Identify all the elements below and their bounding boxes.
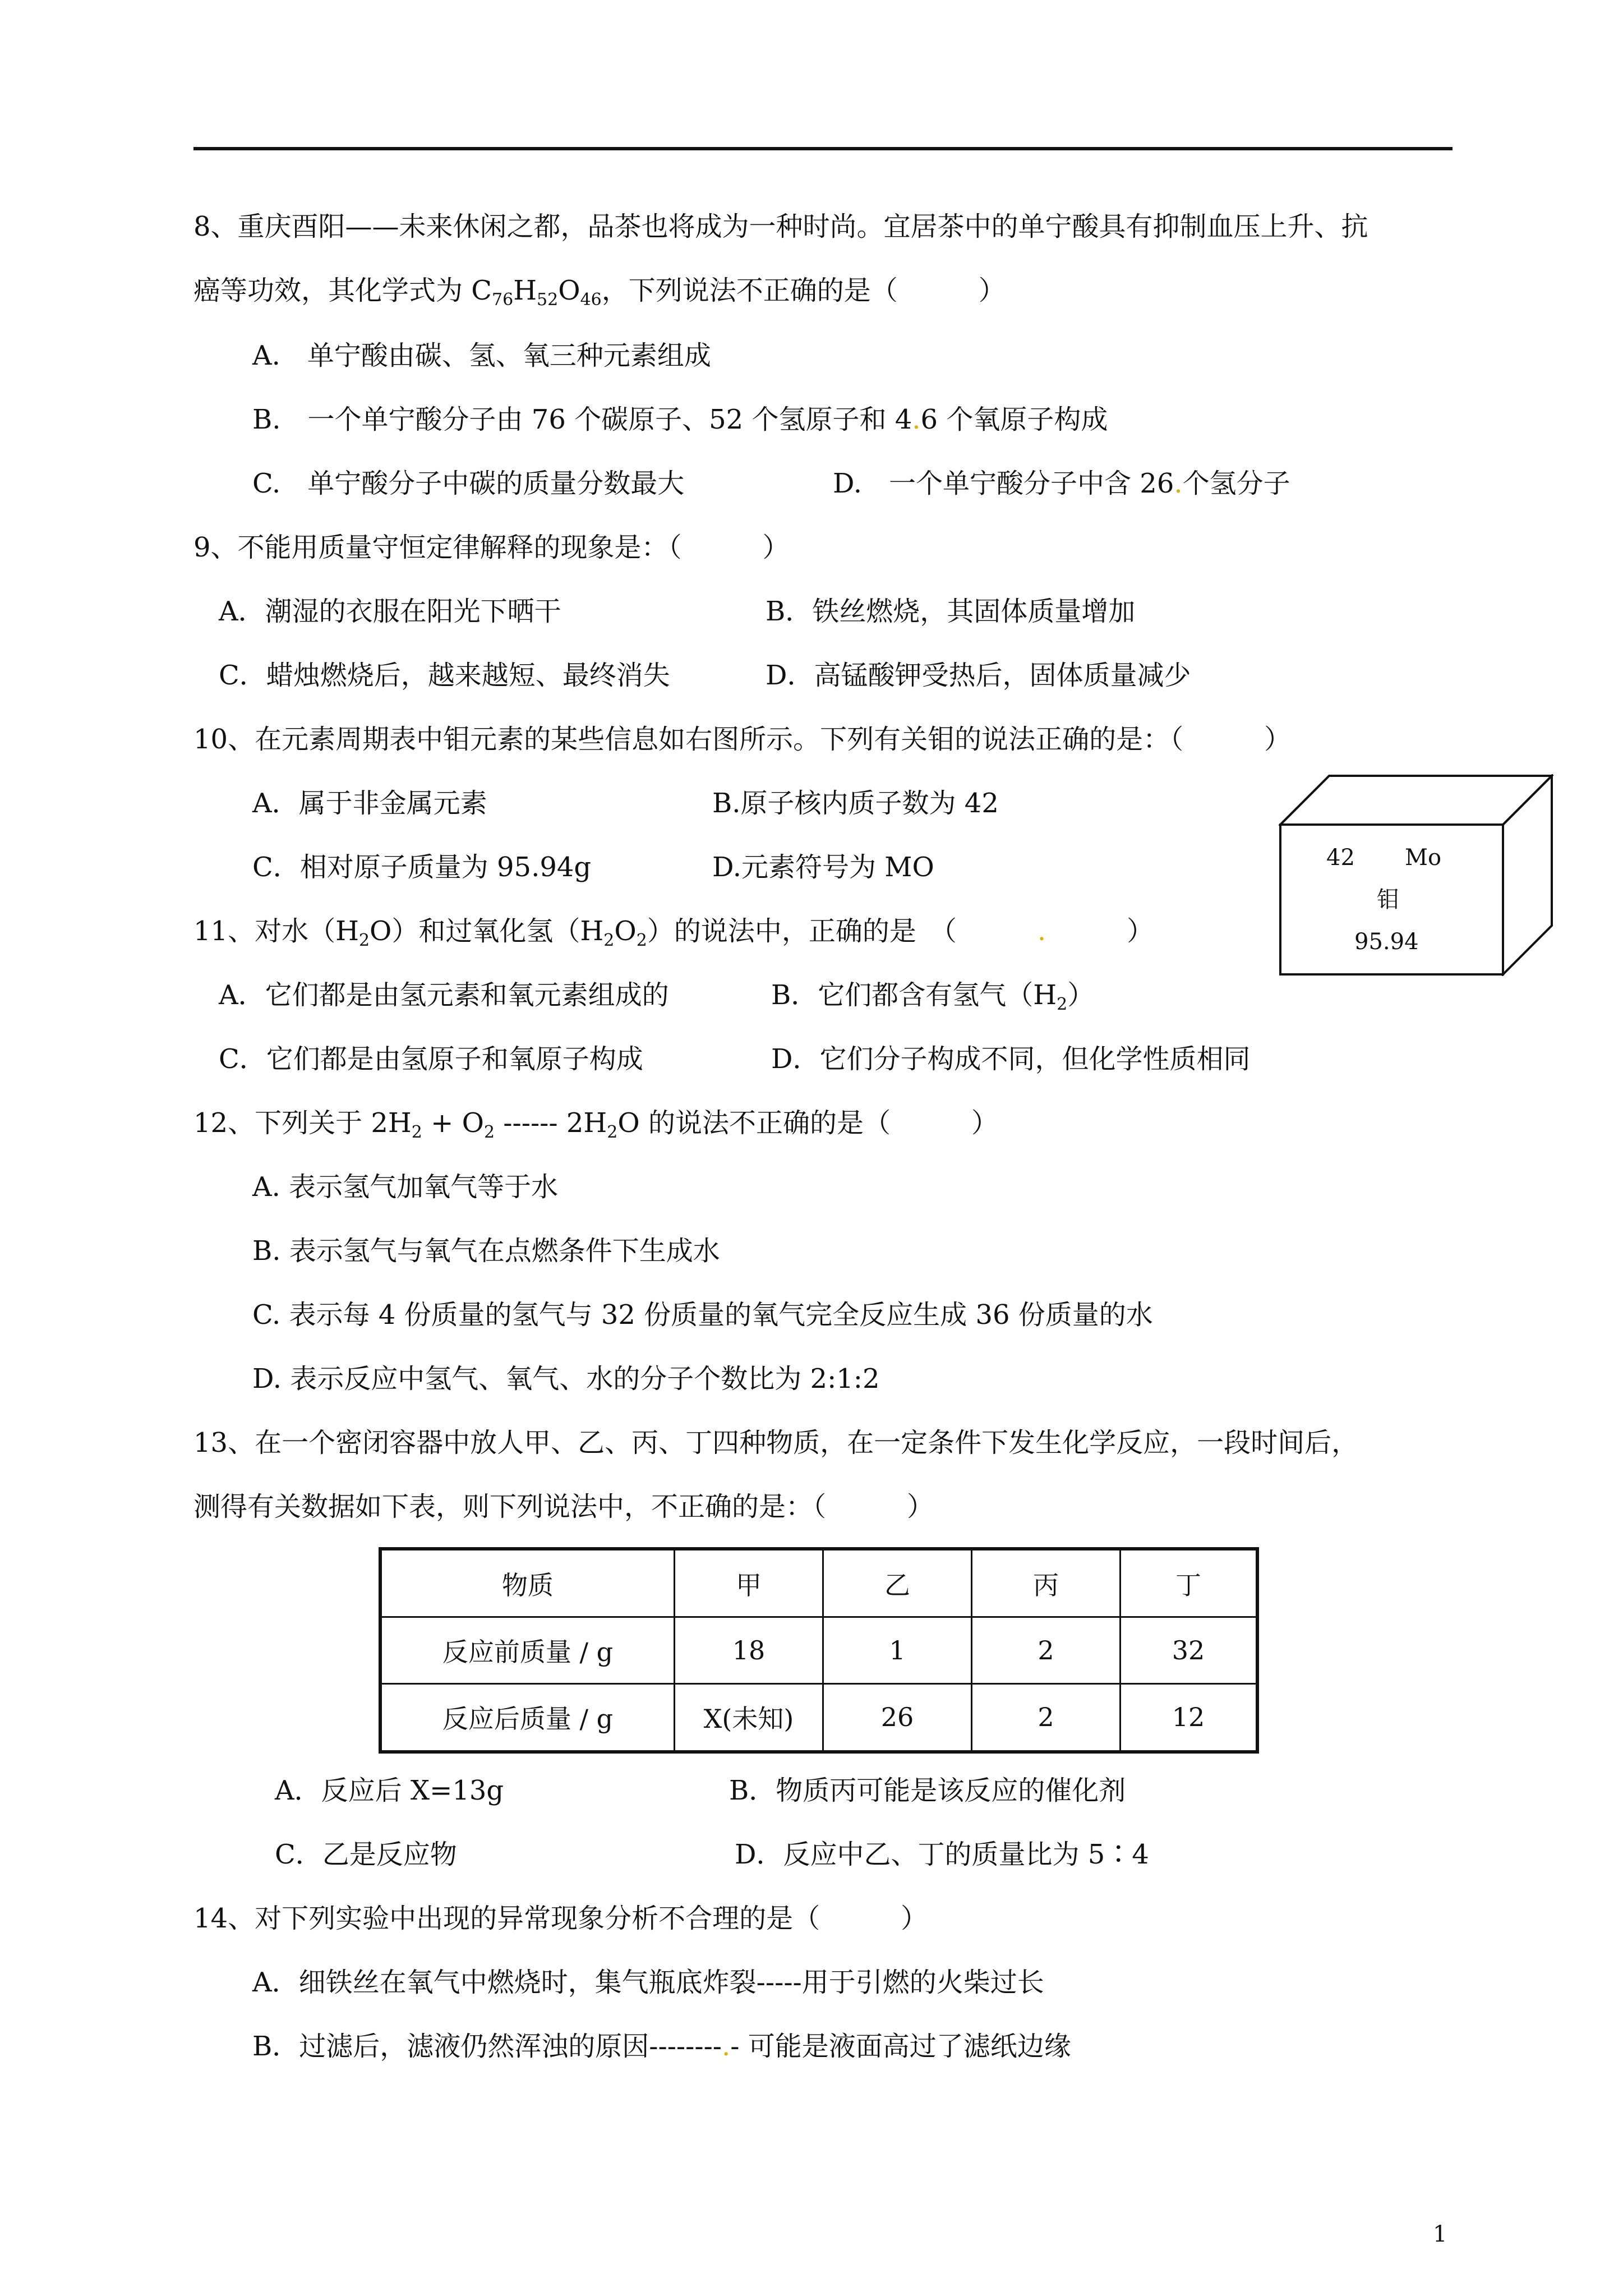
table-cell: 2 — [972, 1617, 1121, 1684]
q11-stem: 11、对水$(H_2O)$和过氧化氢$(H_2O_2)$的说法中，正确的是 （ . ） — [193, 915, 1154, 950]
element-cell-figure — [1279, 774, 1553, 976]
table-cell: 12 — [1121, 1683, 1258, 1752]
table-cell: 反应前质量 / g — [380, 1617, 675, 1684]
q12-option-c: C. 表示每 4 份质量的氢气与 32 份质量的氧气完全反应生成 36 份质量的水 — [252, 1299, 1153, 1331]
q9-option-d: D．高锰酸钾受热后，固体质量减少 — [766, 660, 1191, 691]
q12-option-a: A. 表示氢气加氧气等于水 — [252, 1171, 559, 1203]
q13-stem-line1: 13、在一个密闭容器中放人甲、乙、丙、丁四种物质，在一定条件下发生化学反应，一段时间后， — [193, 1427, 1359, 1458]
q9-option-b: B．铁丝燃烧，其固体质量增加 — [766, 596, 1136, 627]
table-header-cell: 物质 — [380, 1549, 675, 1617]
q9-option-c: C．蜡烛燃烧后，越来越短、最终消失 — [219, 660, 670, 691]
table-header-cell: 丙 — [972, 1549, 1121, 1617]
q11-option-c: C．它们都是由氢原子和氧原子构成 — [219, 1043, 643, 1075]
table-row — [380, 1617, 1257, 1684]
q13-option-b: B．物质丙可能是该反应的催化剂 — [729, 1775, 1126, 1806]
element-symbol: Mo — [1405, 845, 1442, 871]
q11-option-a: A．它们都是由氢元素和氧元素组成的 — [219, 979, 669, 1011]
q9-stem: 9、不能用质量守恒定律解释的现象是：（ ） — [193, 532, 790, 563]
table-header-cell: 乙 — [823, 1549, 972, 1617]
table-cell: 18 — [675, 1617, 823, 1684]
q8-option-c: C. 单宁酸分子中碳的质量分数最大 — [252, 468, 685, 499]
q12-option-b: B. 表示氢气与氧气在点燃条件下生成水 — [252, 1235, 720, 1267]
q13-stem-line2: 测得有关数据如下表，则下列说法中，不正确的是：（ ） — [193, 1491, 934, 1522]
table-header-row — [380, 1549, 1257, 1617]
q13-option-d: D．反应中乙、丁的质量比为 5∶4 — [735, 1839, 1149, 1870]
table-row — [380, 1683, 1257, 1752]
element-atomic-number: 42 — [1326, 845, 1355, 871]
q14-option-b: B．过滤后，滤液仍然浑浊的原因--------.- 可能是液面高过了滤纸边缘 — [252, 2031, 1071, 2062]
table-cell: X(未知) — [675, 1683, 823, 1752]
q8-stem-line2: 癌等功效，其化学式为 $C_{76}H_{52}O_{46}$，下列说法不正确的是（ ） — [193, 275, 1006, 310]
q9-option-a: A．潮湿的衣服在阳光下晒干 — [219, 596, 561, 627]
q13-option-a: A．反应后 X=13g — [275, 1775, 504, 1806]
table-cell: 32 — [1121, 1617, 1258, 1684]
q14-stem: 14、对下列实验中出现的异常现象分析不合理的是（ ） — [193, 1903, 928, 1934]
q10-option-d: D.元素符号为 MO — [712, 852, 934, 883]
q10-stem: 10、在元素周期表中钼元素的某些信息如右图所示。下列有关钼的说法正确的是：（ ） — [193, 724, 1292, 755]
q8-option-b: B. 一个单宁酸分子由 76 个碳原子、52 个氢原子和 4.6 个氧原子构成 — [252, 404, 1108, 435]
element-atomic-mass: 95.94 — [1354, 929, 1419, 955]
header-rule — [193, 147, 1453, 150]
q8-option-d: D. 一个单宁酸分子中含 26.个氢分子 — [833, 468, 1290, 499]
table-cell: 1 — [823, 1617, 972, 1684]
q8-option-a: A. 单宁酸由碳、氢、氧三种元素组成 — [252, 340, 711, 371]
q11-option-d: D．它们分子构成不同，但化学性质相同 — [771, 1043, 1251, 1075]
element-name: 钼 — [1377, 887, 1399, 913]
q12-stem: 12、下列关于 $2H_2 + O_2$ ------ $2H_2O$ 的说法不正确的是（ ） — [193, 1107, 998, 1142]
q12-option-d: D. 表示反应中氢气、氧气、水的分子个数比为 2:1:2 — [252, 1363, 880, 1395]
q11-option-b: B．它们都含有氢气$(H_2)$ — [771, 979, 1095, 1014]
table-header-cell: 甲 — [675, 1549, 823, 1617]
table-cell: 2 — [972, 1683, 1121, 1752]
q10-option-a: A．属于非金属元素 — [252, 788, 487, 819]
mass-data-table — [379, 1547, 1259, 1754]
q10-option-b: B.原子核内质子数为 42 — [712, 788, 999, 819]
page-number: 1 — [1433, 2221, 1447, 2247]
table-header-cell: 丁 — [1121, 1549, 1258, 1617]
q14-option-a: A．细铁丝在氧气中燃烧时，集气瓶底炸裂-----用于引燃的火柴过长 — [252, 1967, 1044, 1998]
table-cell: 反应后质量 / g — [380, 1683, 675, 1752]
q8-stem-line1: 8、重庆酉阳——未来休闲之都，品茶也将成为一种时尚。宜居茶中的单宁酸具有抑制血压上升、抗 — [193, 211, 1368, 242]
table-cell: 26 — [823, 1683, 972, 1752]
q13-option-c: C．乙是反应物 — [275, 1839, 457, 1870]
q10-option-c: C．相对原子质量为 95.94g — [252, 852, 592, 883]
